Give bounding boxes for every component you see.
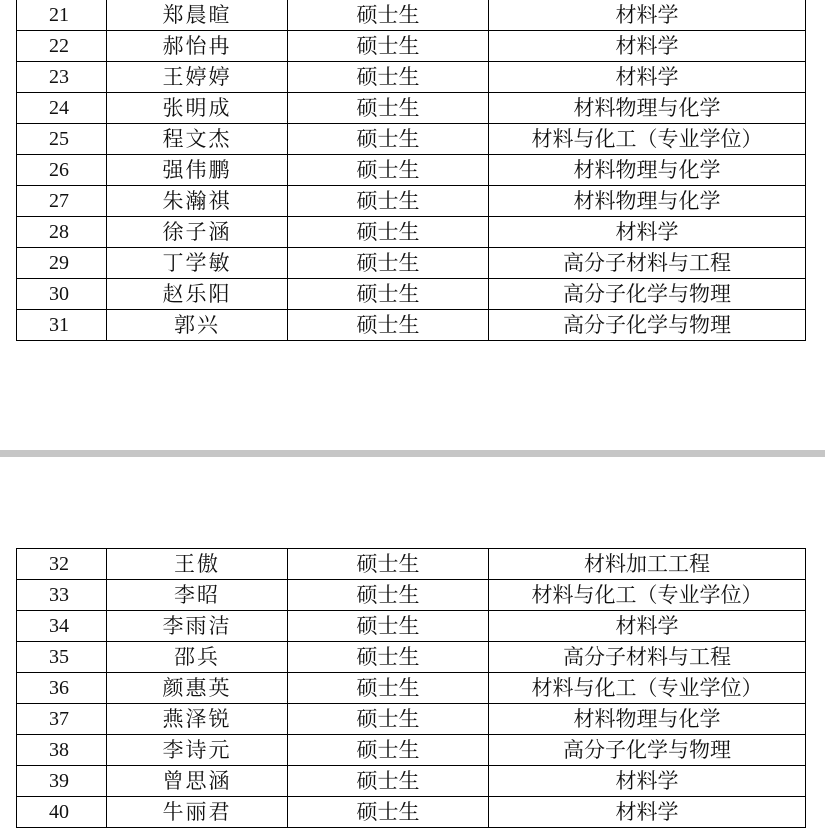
row-number-cell: 21 <box>17 0 107 31</box>
student-name-cell: 颜惠英 <box>107 673 288 704</box>
table-row <box>17 0 806 31</box>
table-body <box>17 549 806 828</box>
degree-type-cell: 硕士生 <box>288 549 489 580</box>
table-row <box>17 279 806 310</box>
student-name-cell: 王傲 <box>107 549 288 580</box>
student-name-cell: 程文杰 <box>107 124 288 155</box>
table-row <box>17 580 806 611</box>
table-row <box>17 673 806 704</box>
degree-type-cell: 硕士生 <box>288 611 489 642</box>
row-number-cell: 31 <box>17 310 107 341</box>
row-number-cell: 38 <box>17 735 107 766</box>
student-name-cell: 牛丽君 <box>107 797 288 828</box>
page-gap-bar <box>0 450 825 457</box>
student-table-upper <box>16 0 806 341</box>
degree-type-cell: 硕士生 <box>288 155 489 186</box>
table-row <box>17 93 806 124</box>
major-cell: 材料学 <box>489 217 806 248</box>
table-row <box>17 217 806 248</box>
major-cell: 材料物理与化学 <box>489 155 806 186</box>
major-cell: 材料物理与化学 <box>489 704 806 735</box>
row-number-cell: 27 <box>17 186 107 217</box>
degree-type-cell: 硕士生 <box>288 217 489 248</box>
row-number-cell: 25 <box>17 124 107 155</box>
table-row <box>17 62 806 93</box>
table-row <box>17 186 806 217</box>
student-name-cell: 强伟鹏 <box>107 155 288 186</box>
table-row <box>17 124 806 155</box>
row-number-cell: 34 <box>17 611 107 642</box>
degree-type-cell: 硕士生 <box>288 248 489 279</box>
major-cell: 高分子化学与物理 <box>489 735 806 766</box>
major-cell: 材料学 <box>489 797 806 828</box>
table-body <box>17 0 806 341</box>
row-number-cell: 22 <box>17 31 107 62</box>
student-name-cell: 郭兴 <box>107 310 288 341</box>
document-page-lower <box>0 460 825 834</box>
table-row <box>17 310 806 341</box>
row-number-cell: 29 <box>17 248 107 279</box>
row-number-cell: 30 <box>17 279 107 310</box>
row-number-cell: 37 <box>17 704 107 735</box>
degree-type-cell: 硕士生 <box>288 766 489 797</box>
table-row <box>17 735 806 766</box>
major-cell: 材料学 <box>489 611 806 642</box>
major-cell: 高分子材料与工程 <box>489 248 806 279</box>
student-name-cell: 徐子涵 <box>107 217 288 248</box>
degree-type-cell: 硕士生 <box>288 31 489 62</box>
major-cell: 高分子化学与物理 <box>489 310 806 341</box>
degree-type-cell: 硕士生 <box>288 279 489 310</box>
student-name-cell: 郝怡冉 <box>107 31 288 62</box>
major-cell: 材料学 <box>489 0 806 31</box>
student-name-cell: 李雨洁 <box>107 611 288 642</box>
degree-type-cell: 硕士生 <box>288 642 489 673</box>
degree-type-cell: 硕士生 <box>288 124 489 155</box>
student-name-cell: 丁学敏 <box>107 248 288 279</box>
table-row <box>17 248 806 279</box>
student-name-cell: 李诗元 <box>107 735 288 766</box>
major-cell: 材料学 <box>489 31 806 62</box>
row-number-cell: 28 <box>17 217 107 248</box>
table-row <box>17 155 806 186</box>
row-number-cell: 24 <box>17 93 107 124</box>
row-number-cell: 32 <box>17 549 107 580</box>
row-number-cell: 23 <box>17 62 107 93</box>
table-row <box>17 31 806 62</box>
student-name-cell: 燕泽锐 <box>107 704 288 735</box>
row-number-cell: 35 <box>17 642 107 673</box>
student-name-cell: 赵乐阳 <box>107 279 288 310</box>
degree-type-cell: 硕士生 <box>288 310 489 341</box>
table-row <box>17 797 806 828</box>
degree-type-cell: 硕士生 <box>288 735 489 766</box>
table-row <box>17 704 806 735</box>
major-cell: 材料学 <box>489 766 806 797</box>
student-name-cell: 李昭 <box>107 580 288 611</box>
major-cell: 材料与化工（专业学位） <box>489 673 806 704</box>
row-number-cell: 36 <box>17 673 107 704</box>
student-name-cell: 张明成 <box>107 93 288 124</box>
degree-type-cell: 硕士生 <box>288 62 489 93</box>
student-name-cell: 曾思涵 <box>107 766 288 797</box>
table-row <box>17 549 806 580</box>
major-cell: 高分子化学与物理 <box>489 279 806 310</box>
major-cell: 材料学 <box>489 62 806 93</box>
table-row <box>17 766 806 797</box>
table-row <box>17 611 806 642</box>
degree-type-cell: 硕士生 <box>288 673 489 704</box>
student-name-cell: 郑晨暄 <box>107 0 288 31</box>
degree-type-cell: 硕士生 <box>288 797 489 828</box>
row-number-cell: 26 <box>17 155 107 186</box>
major-cell: 高分子材料与工程 <box>489 642 806 673</box>
student-table-lower <box>16 548 806 828</box>
degree-type-cell: 硕士生 <box>288 704 489 735</box>
major-cell: 材料物理与化学 <box>489 186 806 217</box>
major-cell: 材料与化工（专业学位） <box>489 580 806 611</box>
row-number-cell: 33 <box>17 580 107 611</box>
degree-type-cell: 硕士生 <box>288 580 489 611</box>
student-name-cell: 邵兵 <box>107 642 288 673</box>
page-break-divider <box>0 448 825 460</box>
major-cell: 材料物理与化学 <box>489 93 806 124</box>
degree-type-cell: 硕士生 <box>288 186 489 217</box>
degree-type-cell: 硕士生 <box>288 0 489 31</box>
table-row <box>17 642 806 673</box>
student-name-cell: 朱瀚祺 <box>107 186 288 217</box>
major-cell: 材料加工工程 <box>489 549 806 580</box>
row-number-cell: 40 <box>17 797 107 828</box>
major-cell: 材料与化工（专业学位） <box>489 124 806 155</box>
degree-type-cell: 硕士生 <box>288 93 489 124</box>
student-name-cell: 王婷婷 <box>107 62 288 93</box>
row-number-cell: 39 <box>17 766 107 797</box>
